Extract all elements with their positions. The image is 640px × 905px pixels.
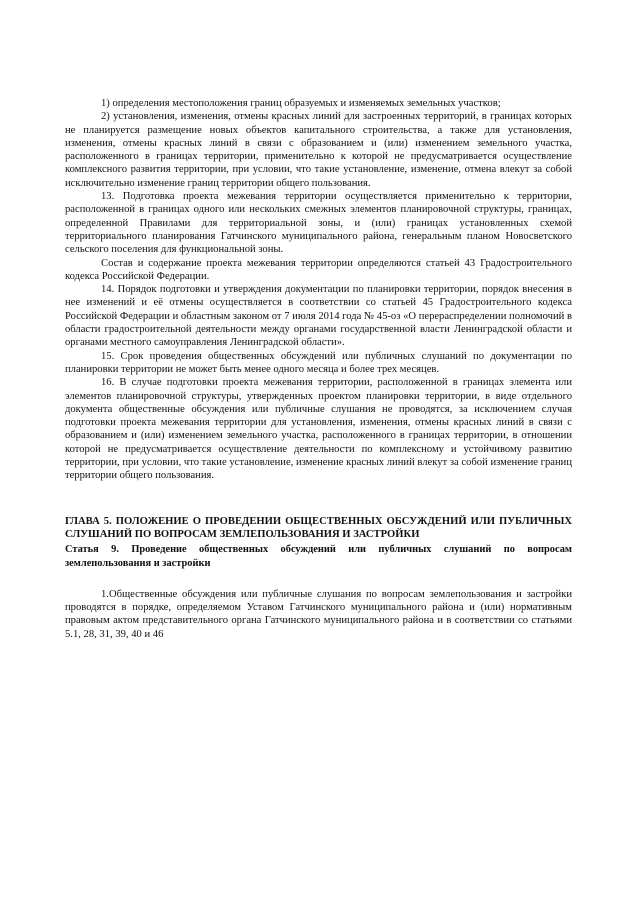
paragraph-item-13: 13. Подготовка проекта межевания территории осуществляется применительно к территории, расположенной в границах одного или нескольких смежных элементов планировочной структуры, границах, определенной Правилами для территориальной зоны, и (или) границах установленных схемой территориального планирования Гатчинского муниципального района, генеральным планом Новосветского сельского поселения для функциональной зоны. (65, 191, 572, 256)
paragraph-article-9-item-1: 1.Общественные обсуждения или публичные слушания по вопросам землепользования и застройки проводятся в порядке, определяемом Уставом Гатчинского муниципального района и (или) нормативным правовым актом представительного органа Гатчинского муниципального района и в соответствии со статьями 5.1, 28, 31, 39, 40 и 46 (65, 588, 572, 640)
paragraph-item-14: 14. Порядок подготовки и утверждения документации по планировки территории, порядок внесения в нее изменений и её отмены осуществляется в соответствии со статьей 45 Градостроительного кодекса Российской Федерации и областным законом от 7 июля 2014 года № 45-оз «О перераспределении полномочий в области градостроительной деятельности между органами государственной власти Ленинградской области и органами местного самоуправления Ленинградской области». (65, 284, 572, 349)
paragraph-composition: Состав и содержание проекта межевания территории определяются статьей 43 Градостроительного кодекса Российской Федерации. (65, 257, 572, 282)
paragraph-item-15: 15. Срок проведения общественных обсуждений или публичных слушаний по документации по планировки территории не может быть менее одного месяца и более трех месяцев. (65, 350, 572, 375)
article-spacer (65, 570, 572, 588)
paragraph-item-1: 1) определения местоположения границ образуемых и изменяемых земельных участков; (101, 98, 501, 109)
document-page (65, 97, 572, 641)
chapter-heading: ГЛАВА 5. ПОЛОЖЕНИЕ О ПРОВЕДЕНИИ ОБЩЕСТВЕННЫХ ОБСУЖДЕНИЙ ИЛИ ПУБЛИЧНЫХ СЛУШАНИЙ ПО ВОПРОСАМ ЗЕМЛЕПОЛЬЗОВАНИЯ И ЗАСТРОЙКИ (65, 515, 572, 540)
paragraph-item-2: 2) установления, изменения, отмены красных линий для застроенных территорий, в границах которых не планируется размещение новых объектов капитального строительства, а также для установления, изменения, отмены красных линий в связи с образованием и (или) изменением земельного участка, расположенного в границах территории, применительно к которой не предусматривается осуществление комплексного развития территории, при условии, что такие установление, изменение, отмена влекут за собой исключительно изменение границ территории общего пользования. (65, 111, 572, 189)
paragraph-item-16: 16. В случае подготовки проекта межевания территории, расположенной в границах элемента или элементов планировочной структуры, утвержденных проектом планировки территории, в виде отдельного документа общественные обсуждения или публичные слушания не проводятся, за исключением случая подготовки проекта межевания территории для установления, изменения, отмены красных линий в связи с образованием и (или) изменением земельного участка, расположенного в границах территории, в отношении которой не предусматривается осуществление деятельности по комплексному и устойчивому развитию территории, при условии, что такие установление, изменение красных линий влекут за собой изменение границ территории общего пользования. (65, 377, 572, 482)
section-spacer (65, 483, 572, 515)
article-heading: Статья 9. Проведение общественных обсуждений или публичных слушаний по вопросам землепользования и застройки (65, 544, 572, 569)
